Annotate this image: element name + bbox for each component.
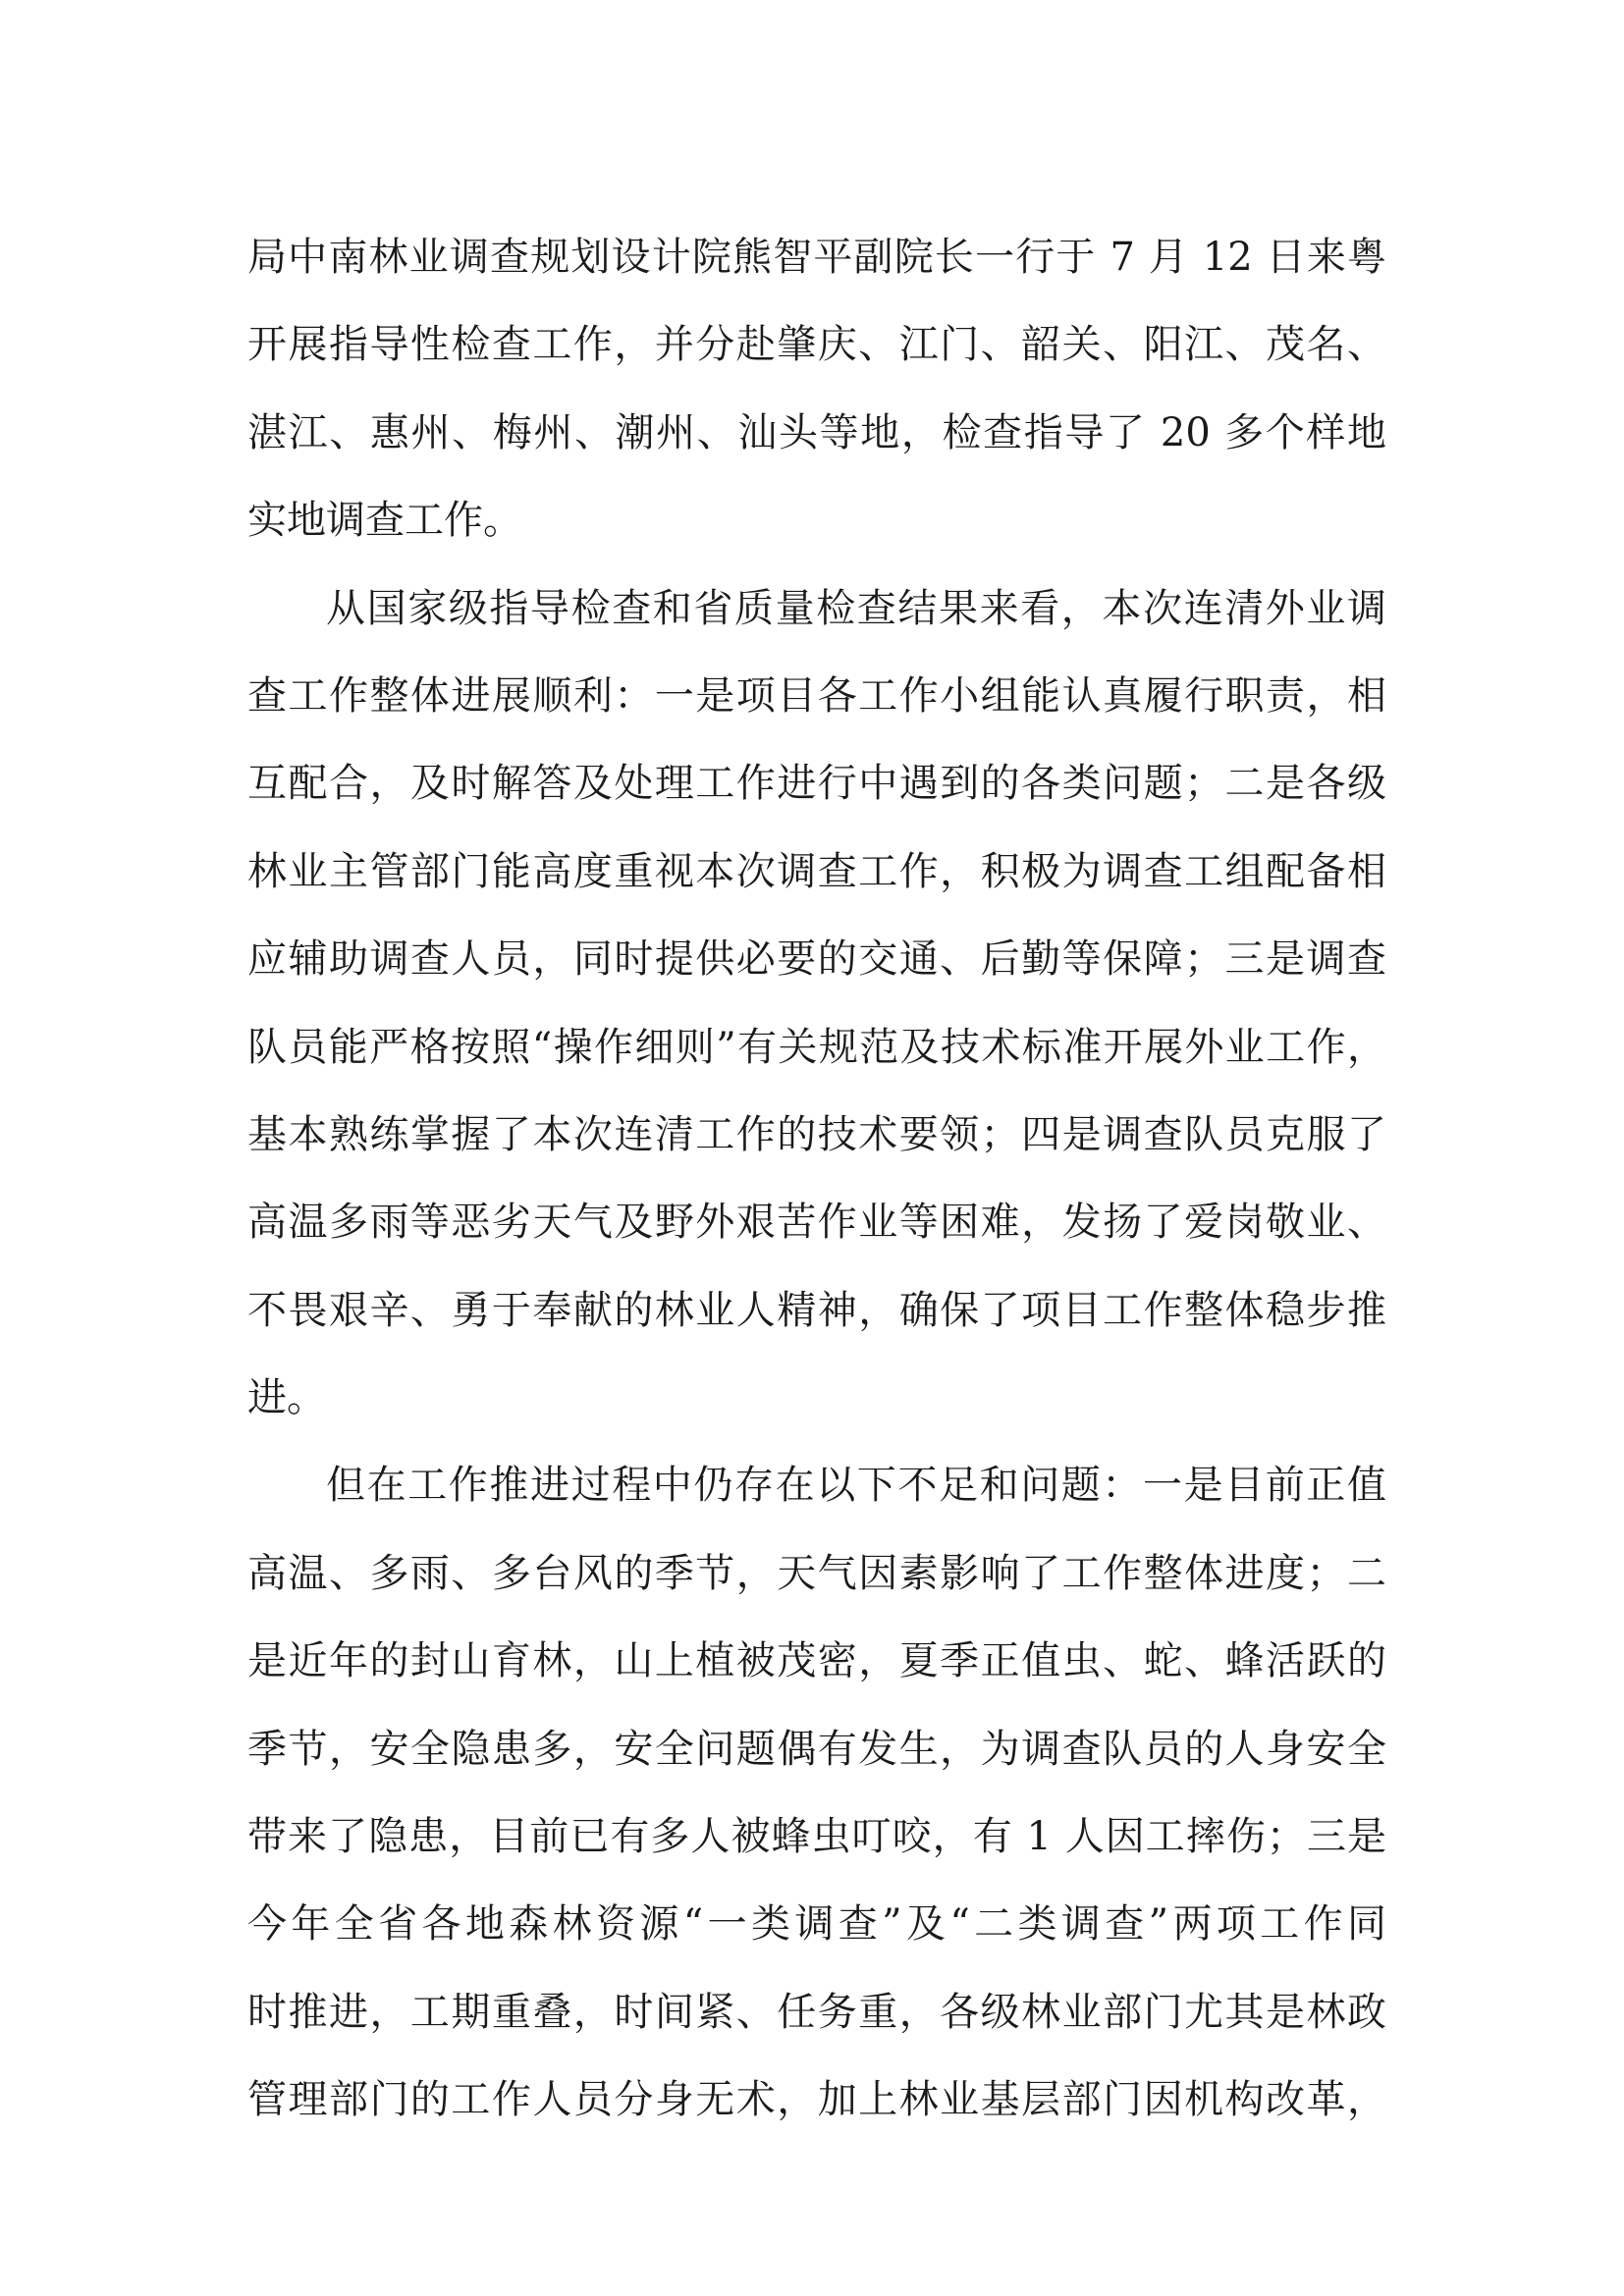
- text-line: 林业主管部门能高度重视本次调查工作，积极为调查工组配备相: [247, 848, 1386, 894]
- paragraph-1: [247, 214, 1386, 565]
- text-line: 但在工作推进过程中仍存在以下不足和问题：一是目前正值: [326, 1463, 1386, 1509]
- text-line: 季节，安全隐患多，安全问题偶有发生，为调查队员的人身安全: [247, 1726, 1386, 1772]
- text-line: 互配合，及时解答及处理工作进行中遇到的各类问题；二是各级: [247, 761, 1386, 807]
- text-line: 是近年的封山育林，山上植被茂密，夏季正值虫、蛇、蜂活跃的: [247, 1638, 1386, 1684]
- text-line: 不畏艰辛、勇于奉献的林业人精神，确保了项目工作整体稳步推: [247, 1287, 1386, 1333]
- text-line: 队员能严格按照“操作细则”有关规范及技术标准开展外业工作，: [247, 1024, 1386, 1070]
- text-line: 实地调查工作。: [247, 498, 522, 544]
- text-line: 查工作整体进展顺利：一是项目各工作小组能认真履行职责，相: [247, 672, 1386, 719]
- text-line: 时推进，工期重叠，时间紧、任务重，各级林业部门尤其是林政: [247, 1989, 1386, 2035]
- text-line: 带来了隐患，目前已有多人被蜂虫叮咬，有 1 人因工摔伤；三是: [247, 1814, 1386, 1860]
- text-line: 高温、多雨、多台风的季节，天气因素影响了工作整体进度；二: [247, 1550, 1386, 1596]
- text-line: 局中南林业调查规划设计院熊智平副院长一行于 7 月 12 日来粤: [247, 235, 1386, 280]
- text-line: 高温多雨等恶劣天气及野外艰苦作业等困难，发扬了爱岗敬业、: [247, 1200, 1386, 1246]
- paragraph-3: [247, 1442, 1386, 2144]
- text-line: 开展指导性检查工作，并分赴肇庆、江门、韶关、阳江、茂名、: [247, 322, 1386, 368]
- body-text: [247, 214, 1386, 2145]
- text-line: 管理部门的工作人员分身无术，加上林业基层部门因机构改革，: [247, 2077, 1386, 2123]
- text-line: 从国家级指导检查和省质量检查结果来看，本次连清外业调: [326, 585, 1386, 631]
- text-line: 基本熟练掌握了本次连清工作的技术要领；四是调查队员克服了: [247, 1111, 1386, 1157]
- paragraph-2: [247, 565, 1386, 1443]
- text-line: 进。: [247, 1375, 326, 1421]
- text-line: 今年全省各地森林资源“一类调查”及“二类调查”两项工作同: [247, 1901, 1386, 1948]
- text-line: 应辅助调查人员，同时提供必要的交通、后勤等保障；三是调查: [247, 936, 1386, 983]
- text-line: 湛江、惠州、梅州、潮州、汕头等地，检查指导了 20 多个样地: [247, 409, 1386, 455]
